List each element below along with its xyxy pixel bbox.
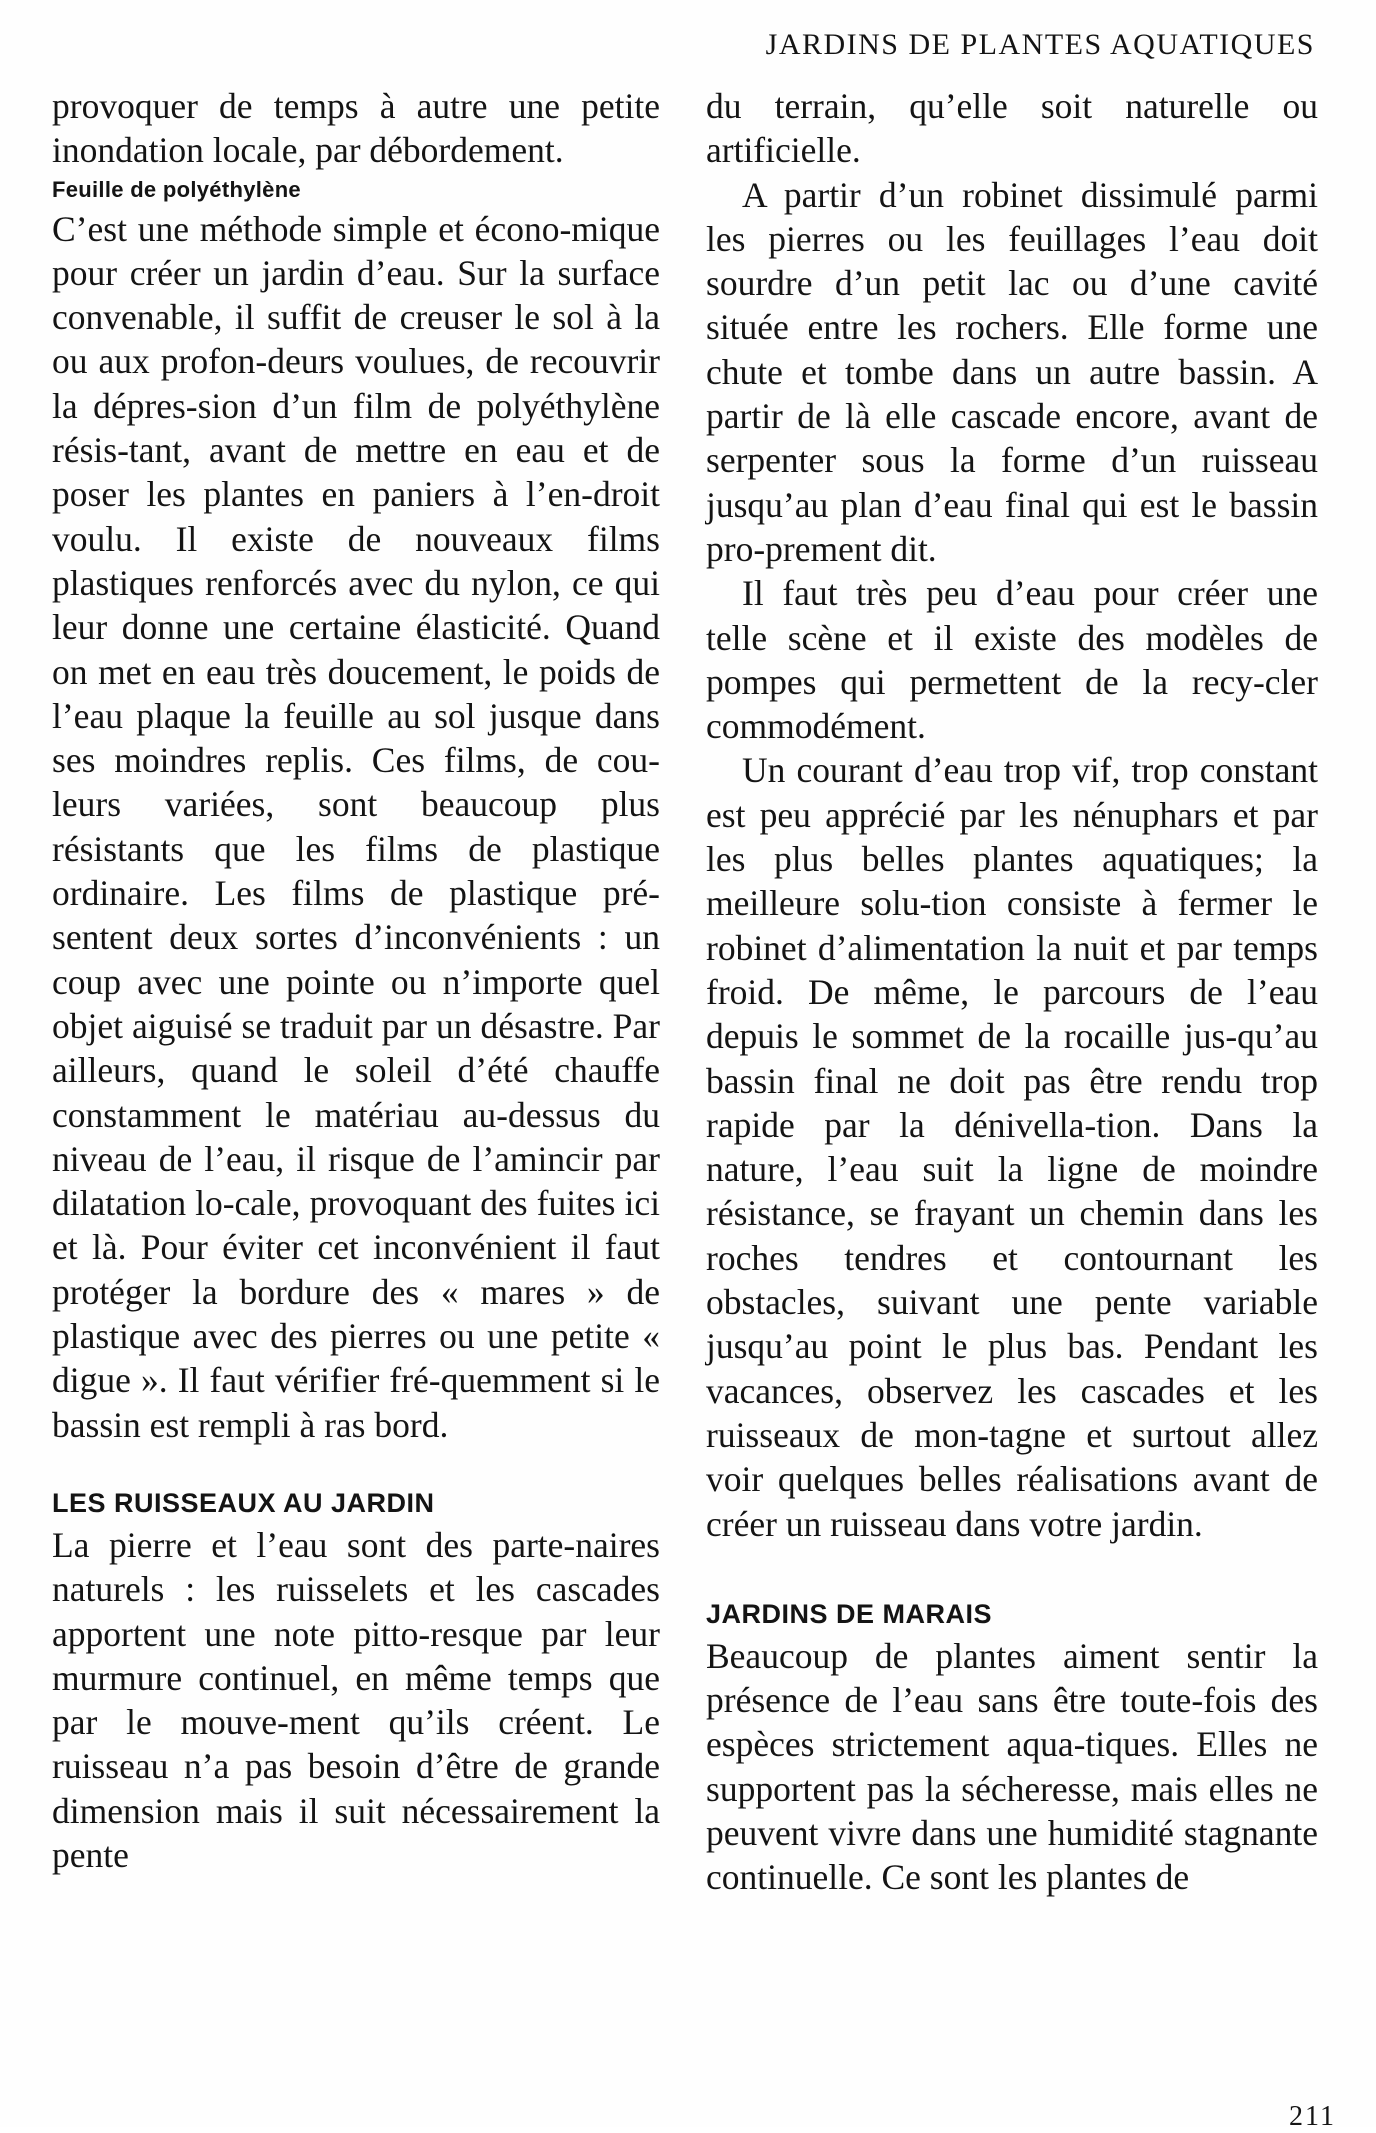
paragraph: A partir d’un robinet dissimulé parmi les pierres ou les feuillages l’eau doit sourdre d’un petit lac ou d’une cavité située entre les rochers. Elle forme une chute et tombe dans un autre bassin. A partir de là elle cascade encore, avant de serpenter sous la forme d’un ruisseau jusqu’au plan d’eau final qui est le bassin pro-prement dit. — [706, 174, 1318, 569]
paragraph: Beaucoup de plantes aiment sentir la présence de l’eau sans être toute-fois des espèces strictement aqua-tiques. Elles ne supportent pas la sécheresse, mais elles ne peuvent vivre dans une humidité stagnante continuelle. Ce sont les plantes de — [706, 1635, 1318, 1898]
paragraph: provoquer de temps à autre une petite inondation locale, par débordement. — [52, 86, 660, 171]
page-number: 211 — [1289, 2101, 1336, 2132]
paragraph: C’est une méthode simple et écono-mique pour créer un jardin d’eau. Sur la surface convenable, il suffit de creuser le sol à la ou aux profon-deurs voulues, de recouvrir la dépres-sion d’un film de polyéthylène résis-tant, avant de mettre en eau et de poser les plantes en paniers à l’en-droit voulu. Il existe de nouveaux films plastiques renforcés avec du nylon, ce qui leur donne une certaine élasticité. Quand on met en eau très doucement, le poids de l’eau plaque la feuille au sol jusque dans ses moindres replis. Ces films, de cou-leurs variées, sont beaucoup plus résistants que les films de plastique ordinaire. Les films de plastique pré-sentent deux sortes d’inconvénients : un coup avec une pointe ou n’importe quel objet aiguisé se traduit par un désastre. Par ailleurs, quand le soleil d’été chauffe constamment le matériau au-dessus du niveau de l’eau, il risque de l’amincir par dilatation lo-cale, provoquant des fuites ici et là. Pour éviter cet inconvénient il faut protéger la bordure des « mares » de plastique avec des pierres ou une petite « digue ». Il faut vérifier fré-quemment si le bassin est rempli à ras bord. — [52, 208, 660, 1445]
subheading-polyethylene: Feuille de polyéthylène — [52, 176, 301, 202]
paragraph: Un courant d’eau trop vif, trop constant est peu apprécié par les nénuphars et par les plus belles plantes aquatiques; la meilleure solu-tion consiste à fermer le robinet d’alimentation la nuit et par temps froid. De même, le parcours de l’eau depuis le sommet de la rocaille jus-qu’au bassin final ne doit pas être rendu trop rapide par la dénivella-tion. Dans la nature, l’eau suit la ligne de moindre résistance, se frayant un chemin dans les roches tendres et contournant les obstacles, suivant une pente variable jusqu’au point le plus bas. Pendant les vacances, observez les cascades et les ruisseaux de mon-tagne et surtout allez voir quelques belles réalisations avant de créer un ruisseau dans votre jardin. — [706, 750, 1318, 1544]
section-heading-marais: JARDINS DE MARAIS — [706, 1598, 993, 1629]
right-column — [706, 84, 1318, 1900]
paragraph: Il faut très peu d’eau pour créer une telle scène et il existe des modèles de pompes qui permettent de la recy-cler commodément. — [706, 573, 1318, 747]
section-heading-ruisseaux: LES RUISSEAUX AU JARDIN — [52, 1487, 435, 1518]
paragraph: du terrain, qu’elle soit naturelle ou artificielle. — [706, 86, 1318, 171]
running-head: JARDINS DE PLANTES AQUATIQUES — [765, 28, 1315, 61]
left-column — [52, 84, 660, 1877]
paragraph: La pierre et l’eau sont des parte-naires naturels : les ruisselets et les cascades apportent une note pitto-resque par leur murmure continuel, en même temps que par le mouve-ment qu’ils créent. Le ruisseau n’a pas besoin d’être de grande dimension mais il suit nécessairement la pente — [52, 1524, 660, 1875]
